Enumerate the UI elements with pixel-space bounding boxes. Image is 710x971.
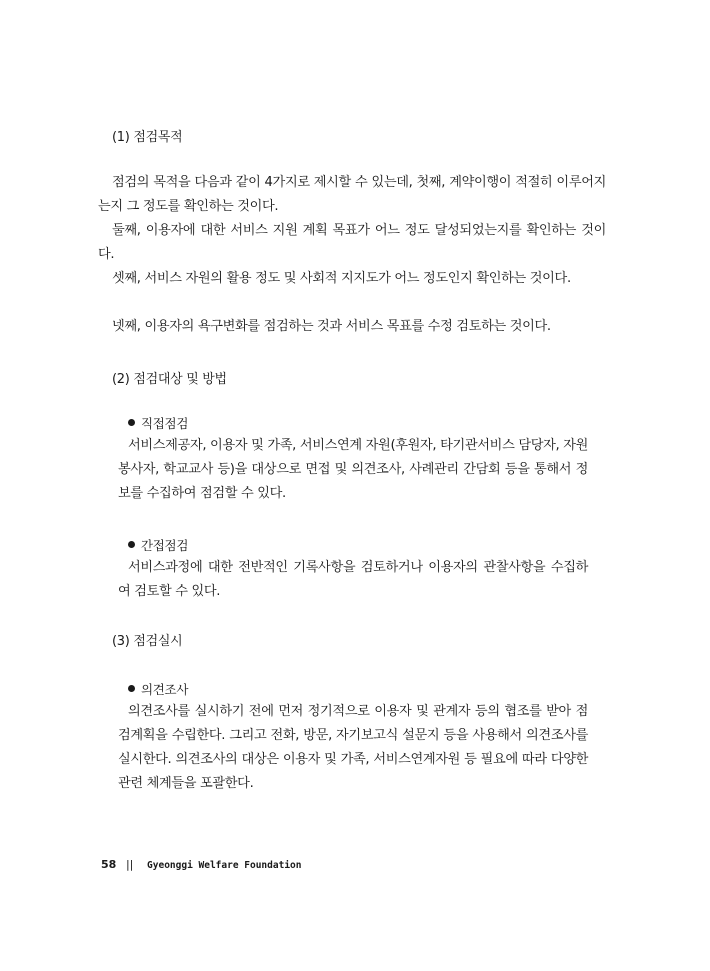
bullet-opinion-survey: 의견조사 (128, 680, 188, 698)
bullet-indirect-check: 간접점검 (128, 536, 188, 554)
footer-organization: Gyeonggi Welfare Foundation (147, 860, 302, 871)
paragraph-purpose-2: 둘째, 이용자에 대한 서비스 지원 계획 목표가 어느 정도 달성되었는지를 확인하는 것이다. (98, 223, 606, 262)
section-1-heading: (1) 점검목적 (112, 130, 183, 145)
bullet-dot-icon (128, 685, 135, 692)
page-number: 58 (101, 858, 117, 871)
page-footer (101, 858, 301, 871)
paragraph-purpose-3: 셋째, 서비스 자원의 활용 정도 및 사회적 지지도가 어느 정도인지 확인하는 것이다. (112, 271, 571, 286)
footer-separator: || (125, 858, 134, 871)
section-3-heading: (3) 점검실시 (112, 634, 183, 649)
paragraph-indirect-check: 서비스과정에 대한 전반적인 기록사항을 검토하거나 이용자의 관찰사항을 수집하여 검토할 수 있다. (118, 560, 588, 599)
paragraph-direct-check: 서비스제공자, 이용자 및 가족, 서비스연계 자원(후원자, 타기관서비스 담당자, 자원봉사자, 학교교사 등)을 대상으로 면접 및 의견조사, 사례관리 간담회 등을 통해서 정보를 수집하여 점검할 수 있다. (118, 438, 588, 501)
bullet-direct-check: 직접점검 (128, 414, 188, 432)
section-2-heading: (2) 점검대상 및 방법 (112, 372, 227, 387)
paragraph-purpose-4: 넷째, 이용자의 욕구변화를 점검하는 것과 서비스 목표를 수정 검토하는 것이다. (112, 319, 551, 334)
bullet-dot-icon (128, 541, 135, 548)
bullet-dot-icon (128, 419, 135, 426)
paragraph-purpose-1: 점검의 목적을 다음과 같이 4가지로 제시할 수 있는데, 첫째, 계약이행이 적절히 이루어지는지 그 정도를 확인하는 것이다. (98, 175, 606, 214)
paragraph-opinion-survey: 의견조사를 실시하기 전에 먼저 정기적으로 이용자 및 관계자 등의 협조를 받아 점검계획을 수립한다. 그리고 전화, 방문, 자기보고식 설문지 등을 사용해서 의견조사를 실시한다. 의견조사의 대상은 이용자 및 가족, 서비스연계자원 등 필요에 따라 다양한 관련 체계들을 포괄한다. (118, 704, 588, 791)
